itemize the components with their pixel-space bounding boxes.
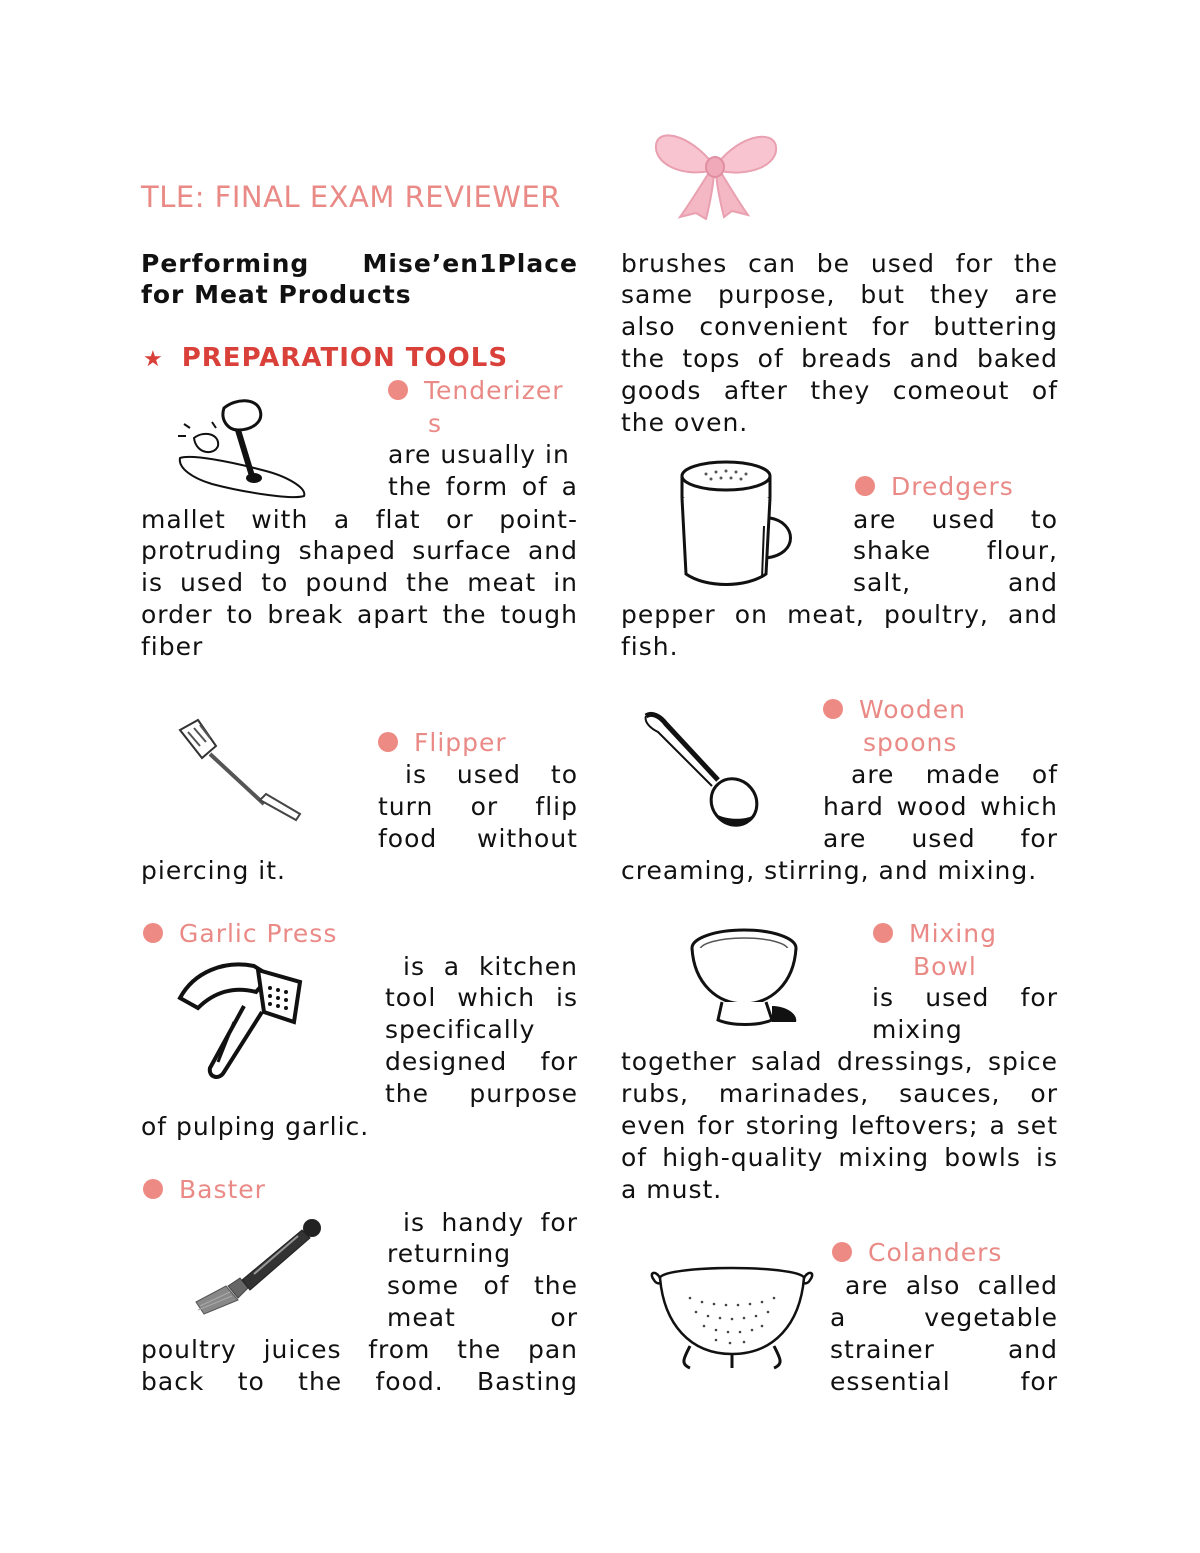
wooden-spoons-text-line: are used for [823, 824, 1058, 853]
flipper-icon [172, 716, 307, 826]
garlic-press-name [143, 918, 337, 950]
bow-icon [650, 125, 780, 220]
flipper-text-line: is used to [405, 760, 578, 789]
colanders-text-line: a vegetable [830, 1303, 1058, 1332]
tenderizer-icon [172, 396, 312, 504]
baster-name-text: Baster [179, 1175, 266, 1204]
wooden-spoons-text-line: are made of [851, 760, 1058, 789]
dredgers-text-line: pepper on meat, poultry, and [621, 600, 1058, 629]
mixing-bowl-name-line2: Bowl [913, 952, 977, 981]
flipper-text-line: turn or flip [378, 792, 578, 821]
tenderizers-name [388, 375, 564, 407]
baster-continued-line: the tops of breads and baked [621, 344, 1058, 373]
flipper-name-text: Flipper [414, 728, 507, 757]
wooden-spoons-text-line: creaming, stirring, and mixing. [621, 856, 1038, 885]
mixing-bowl-icon [688, 926, 802, 1028]
colander-icon [650, 1264, 814, 1376]
garlic-press-text-line: is a kitchen [403, 952, 578, 981]
subtitle-word-performing: Performing [141, 249, 310, 278]
bullet-icon [855, 476, 875, 496]
dredgers-text-line: are used to [853, 505, 1058, 534]
section-heading-text: PREPARATION TOOLS [181, 343, 509, 373]
wooden-spoons-text-line: hard wood which [823, 792, 1058, 821]
bullet-icon [143, 923, 163, 943]
garlic-press-text-line: tool which is [385, 983, 578, 1012]
section-heading [143, 342, 508, 376]
tenderizers-text-line: is used to pound the meat in [141, 568, 578, 597]
colanders-name [832, 1237, 1002, 1269]
bullet-icon [388, 380, 408, 400]
colanders-text-line: essential for [830, 1367, 1058, 1396]
bullet-icon [143, 1179, 163, 1199]
garlic-press-icon [174, 952, 310, 1082]
wooden-spoon-icon [640, 710, 762, 830]
mixing-bowl-text-line: a must. [621, 1175, 723, 1204]
tenderizers-name-line1: Tenderizer [424, 376, 564, 405]
colanders-name-text: Colanders [868, 1238, 1003, 1267]
tenderizers-text-line: protruding shaped surface and [141, 536, 578, 565]
dredgers-text-line: salt, and [853, 568, 1058, 597]
mixing-bowl-text-line: of high-quality mixing bowls is [621, 1143, 1058, 1172]
tenderizers-text-line: order to break apart the tough [141, 600, 578, 629]
garlic-press-text-line: the purpose [385, 1079, 578, 1108]
tenderizers-text-line: are usually in [388, 440, 570, 469]
dredger-icon [676, 458, 800, 590]
mixing-bowl-name-line1: Mixing [909, 919, 997, 948]
subtitle-line1 [141, 248, 578, 280]
mixing-bowl-text-line: even for storing leftovers; a set [621, 1111, 1058, 1140]
garlic-press-text-line: designed for [385, 1047, 578, 1076]
bullet-icon [832, 1242, 852, 1262]
flipper-name [378, 727, 507, 759]
colanders-text-line: strainer and [830, 1335, 1058, 1364]
dredgers-name [855, 471, 1014, 503]
baster-continued-line: also convenient for buttering [621, 312, 1058, 341]
wooden-spoons-name-line2: spoons [863, 728, 958, 757]
baster-continued-line: same purpose, but they are [621, 280, 1058, 309]
mixing-bowl-text-line: is used for [872, 983, 1058, 1012]
dredgers-text-line: fish. [621, 632, 679, 661]
flipper-text-line: piercing it. [141, 856, 286, 885]
baster-text-line: is handy for [403, 1208, 578, 1237]
subtitle-line2: for Meat Products [141, 280, 412, 309]
baster-continued-line: the oven. [621, 408, 749, 437]
bullet-icon [873, 923, 893, 943]
mixing-bowl-text-line: together salad dressings, spice [621, 1047, 1058, 1076]
wooden-spoons-name [823, 694, 966, 726]
mixing-bowl-text-line: rubs, marinades, sauces, or [621, 1079, 1058, 1108]
bullet-icon [378, 732, 398, 752]
colanders-text-line: are also called [845, 1271, 1058, 1300]
garlic-press-text-line: specifically [385, 1015, 536, 1044]
baster-continued-line: goods after they comeout of [621, 376, 1058, 405]
dredgers-text-line: shake flour, [853, 536, 1058, 565]
tenderizers-text-line: fiber [141, 632, 204, 661]
flipper-text-line: food without [378, 824, 578, 853]
baster-text-line: meat or [387, 1303, 578, 1332]
wooden-spoons-name-line1: Wooden [859, 695, 966, 724]
baster-icon [194, 1216, 330, 1316]
garlic-press-text-line: of pulping garlic. [141, 1112, 370, 1141]
star-icon: ★ [143, 347, 164, 372]
bullet-icon [823, 699, 843, 719]
baster-text-line: returning [387, 1239, 512, 1268]
tenderizers-name-line2: s [428, 409, 443, 438]
tenderizers-text-line: mallet with a flat or point- [141, 505, 578, 534]
baster-text-line: poultry juices from the pan [141, 1335, 578, 1364]
tenderizers-text-line: the form of a [388, 472, 578, 501]
baster-text-line: some of the [387, 1271, 578, 1300]
mixing-bowl-name [873, 918, 997, 950]
baster-name [143, 1174, 266, 1206]
garlic-press-name-text: Garlic Press [179, 919, 338, 948]
baster-text-line: back to the food. Basting [141, 1367, 578, 1396]
dredgers-name-text: Dredgers [891, 472, 1014, 501]
baster-continued-line: brushes can be used for the [621, 249, 1058, 278]
page-title: TLE: FINAL EXAM REVIEWER [141, 180, 561, 214]
subtitle-word-mise: Mise’en1Place [362, 249, 578, 278]
mixing-bowl-text-line: mixing [872, 1015, 963, 1044]
